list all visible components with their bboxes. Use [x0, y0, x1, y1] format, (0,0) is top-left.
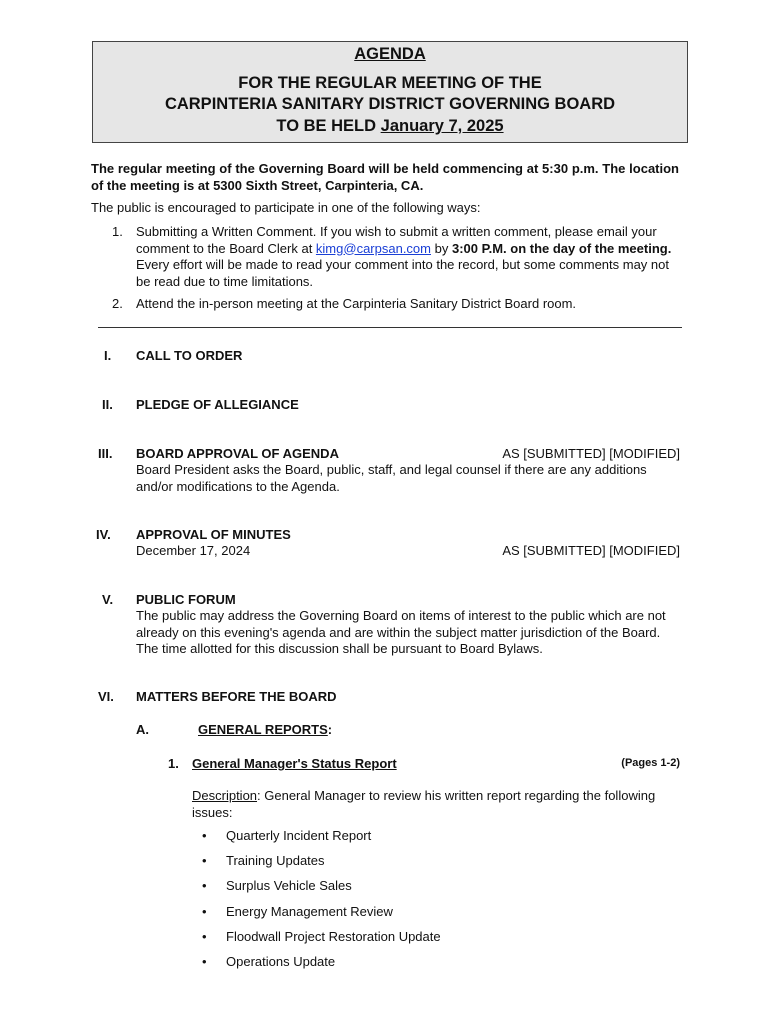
section-agenda-approval: BOARD APPROVAL OF AGENDA [136, 446, 339, 461]
agenda-header-box [92, 41, 688, 143]
section-pledge: PLEDGE OF ALLEGIANCE [136, 397, 299, 412]
gm-report-description: Description: General Manager to review his written report regarding the following issues: [192, 788, 656, 820]
section-number-1: I. [104, 348, 112, 363]
section-divider [98, 327, 682, 328]
section-call-to-order: CALL TO ORDER [136, 348, 243, 363]
bullet-item: Training Updates [226, 853, 325, 868]
section-number-5: V. [102, 592, 114, 607]
meeting-date: January 7, 2025 [380, 117, 504, 135]
meeting-time-location: The regular meeting of the Governing Board will be held commencing at 5:30 p.m. The location of the meeting is at 5300 Sixth Street, Carpinteria, CA. [91, 161, 679, 193]
meeting-type-heading: FOR THE REGULAR MEETING OF THE [238, 74, 542, 92]
bullet-icon: • [202, 878, 207, 893]
section-number-3: III. [98, 446, 113, 461]
bullet-icon: • [202, 853, 207, 868]
way-in-person: Attend the in-person meeting at the Carpinteria Sanitary District Board room. [136, 296, 577, 311]
section-public-forum: PUBLIC FORUM [136, 592, 236, 607]
bullet-icon: • [202, 828, 207, 843]
section-minutes-approval: APPROVAL OF MINUTES [136, 527, 291, 542]
section-matters-before-board: MATTERS BEFORE THE BOARD [136, 689, 337, 704]
bullet-icon: • [202, 954, 207, 969]
section-number-2: II. [102, 397, 113, 412]
section-number-4: IV. [96, 527, 111, 542]
public-forum-body: The public may address the Governing Board on items of interest to the public which are not already on this evening's agenda and are within the subject matter jurisdiction of the Board. The time allotted for this discussion shall be pursuant to Board Bylaws. [136, 608, 666, 656]
way-written-comment: Submitting a Written Comment. If you wish to submit a written comment, please email your comment to the Board Clerk at kimg@carpsan.com by 3:00 P.M. on the day of the meeting. Every effort will be made to read your comment into the record, but some comments may not be read due to time limitations. [136, 224, 672, 289]
section-number-6: VI. [98, 689, 114, 704]
district-board-heading: CARPINTERIA SANITARY DISTRICT GOVERNING BOARD [164, 95, 616, 113]
item-number-1: 1. [168, 756, 179, 771]
way-number-2: 2. [112, 296, 123, 311]
bullet-icon: • [202, 904, 207, 919]
bullet-item: Floodwall Project Restoration Update [226, 929, 441, 944]
gm-report-pages: (Pages 1-2) [621, 757, 680, 769]
agenda-approval-status: AS [SUBMITTED] [MODIFIED] [502, 446, 680, 461]
board-clerk-email-link[interactable]: kimg@carpsan.com [315, 240, 431, 256]
meeting-date-heading: TO BE HELD January 7, 2025 [276, 117, 504, 135]
agenda-approval-body: Board President asks the Board, public, staff, and legal counsel if there are any additions and/or modifications to the Agenda. [136, 462, 647, 494]
bullet-item: Operations Update [226, 954, 336, 969]
subsection-letter-a: A. [136, 722, 149, 737]
bullet-item: Surplus Vehicle Sales [226, 878, 352, 893]
participation-intro: The public is encouraged to participate in one of the following ways: [91, 200, 481, 215]
minutes-status: AS [SUBMITTED] [MODIFIED] [502, 543, 680, 558]
subsection-general-reports: GENERAL REPORTS: [198, 722, 333, 737]
minutes-date: December 17, 2024 [136, 543, 251, 558]
agenda-heading: AGENDA [354, 45, 426, 63]
way-number-1: 1. [112, 224, 123, 239]
bullet-item: Energy Management Review [226, 904, 393, 919]
bullet-icon: • [202, 929, 207, 944]
gm-status-report-title: General Manager's Status Report [192, 756, 397, 771]
bullet-item: Quarterly Incident Report [226, 828, 372, 843]
